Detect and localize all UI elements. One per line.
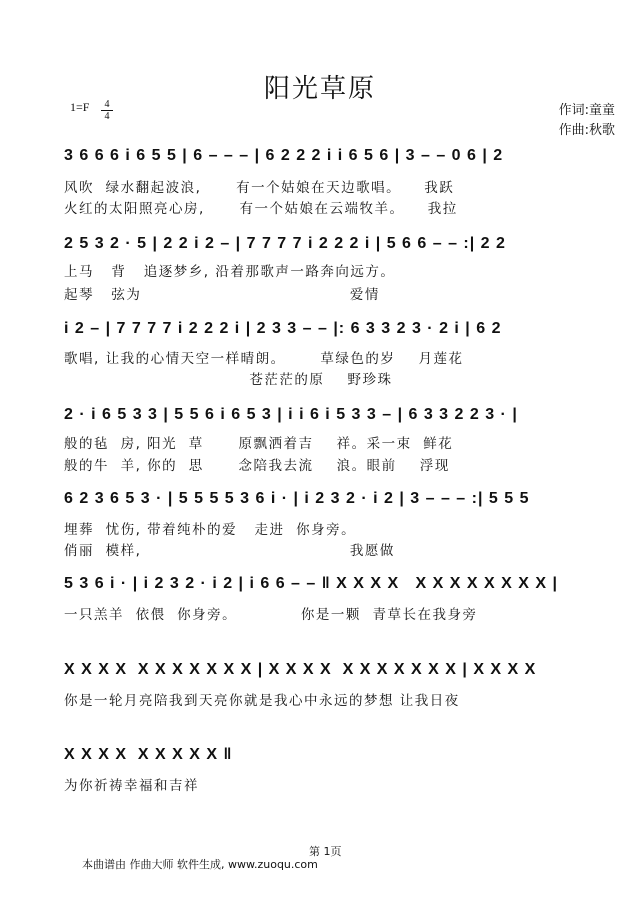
software-footer: 本曲谱由 作曲大师 软件生成, www.zuoqu.com bbox=[82, 858, 318, 871]
lyric-line: 苍茫茫的原 野珍珠 bbox=[64, 372, 393, 388]
notation-line: 2 · i 6 5 3 3 | 5 5 6 i 6 5 3 | i i 6 i 5 3 3 – | 6 3 3 2 2 3 · | bbox=[64, 406, 518, 423]
notation-line: i 2 – | 7 7 7 7 i 2 2 2 i | 2 3 3 – – |: 6 3 3 2 3 · 2 i | 6 2 bbox=[64, 320, 502, 337]
notation-line: 5 3 6 i · | i 2 3 2 · i 2 | i 6 6 – – ‖ X X X X X X X X X X X X | bbox=[64, 575, 558, 592]
page-number: 第 1页 bbox=[309, 845, 342, 858]
lyric-line: 一只羔羊 依偎 你身旁。 你是一颗 青草长在我身旁 bbox=[64, 607, 478, 623]
meter-top: 4 bbox=[104, 99, 110, 110]
time-signature bbox=[101, 99, 113, 122]
lyric-line: 为你祈祷幸福和吉祥 bbox=[64, 778, 199, 794]
lyricist-credit: 作词:童童 bbox=[558, 103, 615, 118]
lyric-line: 风吹 绿水翻起波浪, 有一个姑娘在天边歌唱。 我跃 bbox=[64, 180, 455, 196]
notation-line: X X X X X X X X X X X | X X X X X X X X X X X | X X X X bbox=[64, 661, 537, 678]
lyric-line: 起琴 弦为 爱情 bbox=[64, 287, 380, 303]
notation-line: X X X X X X X X X ‖ bbox=[64, 746, 233, 763]
lyric-line: 般的牛 羊, 你的 思 念陪我去流 浪。眼前 浮现 bbox=[64, 458, 450, 474]
meter-bottom: 4 bbox=[101, 110, 113, 122]
notation-line: 3 6 6 6 i 6 5 5 | 6 – – – | 6 2 2 2 i i 6 5 6 | 3 – – 0 6 | 2 bbox=[64, 147, 504, 164]
lyric-line: 埋葬 忧伤, 带着纯朴的爱 走进 你身旁。 bbox=[64, 522, 357, 538]
lyric-line: 上马 背 追逐梦乡, 沿着那歌声一路奔向远方。 bbox=[64, 264, 396, 280]
lyric-line: 你是一轮月亮陪我到天亮你就是我心中永远的梦想 让我日夜 bbox=[64, 693, 460, 709]
key-signature: 1=F bbox=[70, 100, 90, 114]
notation-line: 6 2 3 6 5 3 · | 5 5 5 5 3 6 i · | i 2 3 2 · i 2 | 3 – – – :| 5 5 5 bbox=[64, 490, 530, 507]
lyric-line: 火红的太阳照亮心房, 有一个姑娘在云端牧羊。 我拉 bbox=[64, 201, 458, 217]
composer-credit: 作曲:秋歌 bbox=[558, 123, 615, 138]
notation-line: 2 5 3 2 · 5 | 2 2 i 2 – | 7 7 7 7 i 2 2 2 i | 5 6 6 – – :| 2 2 bbox=[64, 235, 506, 252]
song-title: 阳光草原 bbox=[263, 74, 376, 104]
lyric-line: 俏丽 模样, 我愿做 bbox=[64, 543, 395, 559]
lyric-line: 般的毡 房, 阳光 草 原飘洒着吉 祥。采一束 鲜花 bbox=[64, 436, 454, 452]
lyric-line: 歌唱, 让我的心情天空一样晴朗。 草绿色的岁 月莲花 bbox=[64, 351, 464, 367]
